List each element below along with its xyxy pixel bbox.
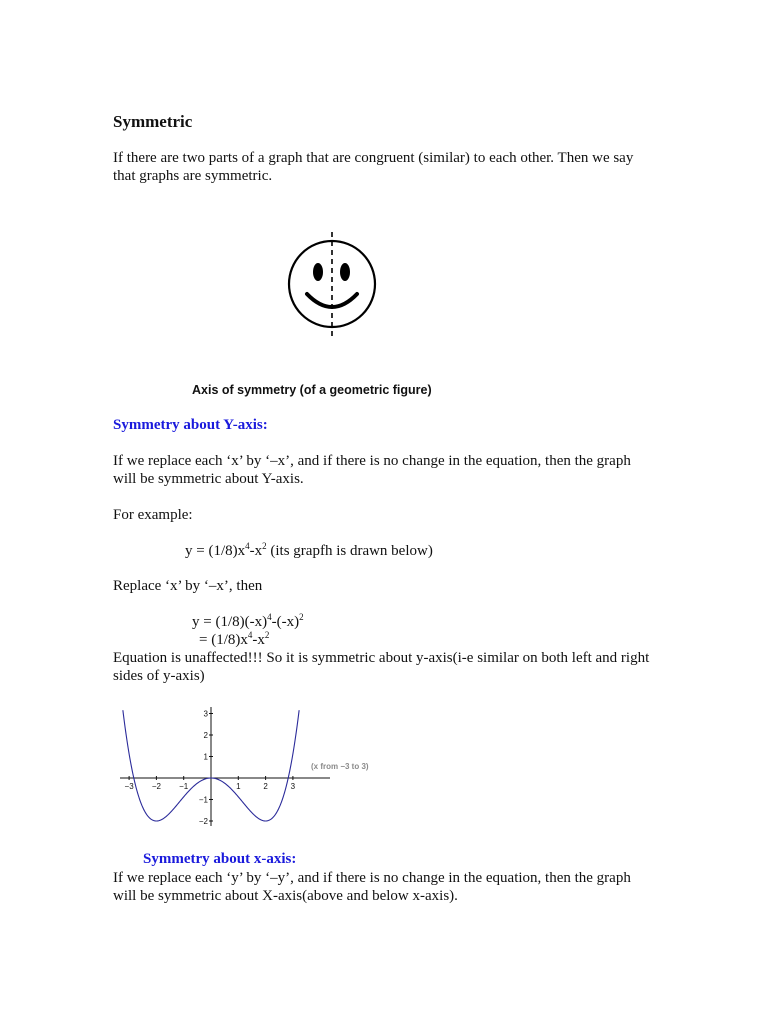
x-range-label: (x from −3 to 3) bbox=[311, 762, 369, 771]
y-rule-line-2: will be symmetric about Y-axis. bbox=[113, 471, 304, 487]
replace-line: Replace ‘x’ by ‘–x’, then bbox=[113, 578, 263, 594]
x-rule-line-1: If we replace each ‘y’ by ‘–y’, and if there is no change in the equation, then the graph bbox=[113, 870, 631, 886]
y-rule-line-1: If we replace each ‘x’ by ‘–x’, and if there is no change in the equation, then the graph bbox=[113, 453, 631, 469]
left-eye bbox=[313, 263, 323, 281]
unaffected-line-1: Equation is unaffected!!! So it is symmetric about y-axis(i-e similar on both left and right bbox=[113, 650, 650, 666]
y-tick-label: −2 bbox=[198, 817, 208, 826]
y-tick-label: −1 bbox=[198, 795, 208, 805]
x-axis-symmetry-heading: Symmetry about x-axis: bbox=[143, 851, 297, 867]
y-tick-label: 1 bbox=[203, 752, 208, 762]
figure-caption: Axis of symmetry (of a geometric figure) bbox=[192, 383, 432, 397]
function-graph bbox=[118, 702, 388, 830]
y-axis-symmetry-heading: Symmetry about Y-axis: bbox=[113, 417, 268, 433]
equation-2: $y = (1/8)(-x)^4-(-x)^2$ bbox=[192, 612, 304, 630]
equation-3: = $(1/8)x^4-x^2$ bbox=[199, 630, 270, 648]
x-tick-label: −2 bbox=[151, 782, 161, 791]
intro-line-1: If there are two parts of a graph that are congruent (similar) to each other. Then we say bbox=[113, 150, 634, 166]
unaffected-line-2: sides of y-axis) bbox=[113, 668, 205, 684]
smiley-face-figure bbox=[282, 230, 382, 342]
intro-line-2: that graphs are symmetric. bbox=[113, 168, 273, 184]
x-tick-label: −1 bbox=[179, 782, 189, 791]
y-tick-label: 2 bbox=[203, 731, 208, 740]
right-eye bbox=[340, 263, 350, 281]
y-tick-label: 3 bbox=[203, 709, 208, 719]
x-tick-label: −3 bbox=[124, 782, 134, 791]
x-tick-label: 2 bbox=[263, 782, 268, 791]
equation-1: $y = (1/8)x^4-x^2$ (its grapfh is drawn below) bbox=[185, 541, 433, 559]
x-rule-line-2: will be symmetric about X-axis(above and below x-axis). bbox=[113, 888, 458, 904]
for-example-label: For example: bbox=[113, 507, 193, 523]
x-tick-label: 1 bbox=[236, 782, 241, 791]
page-title: Symmetric bbox=[113, 112, 193, 131]
x-tick-label: 3 bbox=[290, 782, 296, 791]
